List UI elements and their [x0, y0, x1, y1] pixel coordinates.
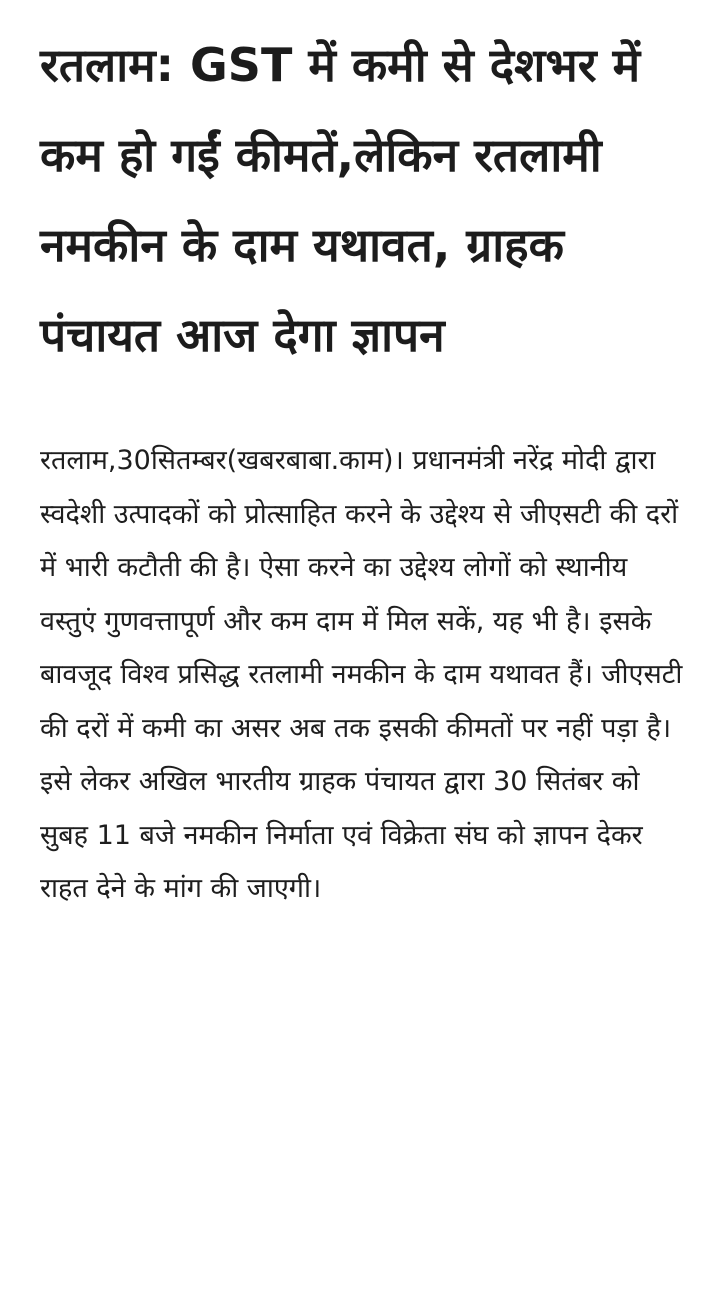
article-headline: रतलाम: GST में कमी से देशभर में कम हो गईं कीमतें,लेकिन रतलामी नमकीन के दाम यथावत, ग्राहक पंचायत आज देगा ज्ञापन: [40, 38, 641, 362]
article: [40, 20, 690, 916]
article-body: रतलाम,30सितम्बर(खबरबाबा.काम)। प्रधानमंत्री नरेंद्र मोदी द्वारा स्वदेशी उत्पादकों को प्रोत्साहित करने के उद्देश्य से जीएसटी की दरों में भारी कटौती की है। ऐसा करने का उद्देश्य लोगों को स्थानीय वस्तुएं गुणवत्तापूर्ण और कम दाम में मिल सकें, यह भी है। इसके बावजूद विश्व प्रसिद्ध रतलामी नमकीन के दाम यथावत हैं। जीएसटी की दरों में कमी का असर अब तक इसकी कीमतों पर नहीं पड़ा है। इसे लेकर अखिल भारतीय ग्राहक पंचायत द्वारा 30 सितंबर को सुबह 11 बजे नमकीन निर्माता एवं विक्रेता संघ को ज्ञापन देकर राहत देने के मांग की जाएगी।: [40, 445, 683, 904]
